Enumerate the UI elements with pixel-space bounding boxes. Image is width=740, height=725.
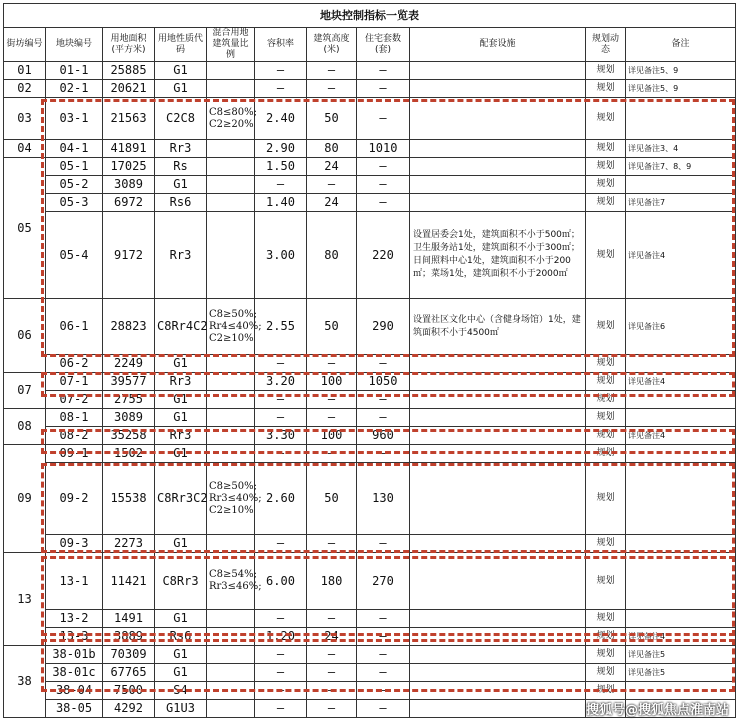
table-row xyxy=(4,391,736,409)
cell-facility xyxy=(410,463,586,535)
cell-far: 2.40 xyxy=(255,98,307,140)
cell-height: 50 xyxy=(307,299,357,355)
cell-height: — xyxy=(307,610,357,628)
cell-units: — xyxy=(357,158,410,176)
cell-mix xyxy=(207,140,255,158)
cell-facility xyxy=(410,682,586,700)
cell-code: Rr3 xyxy=(155,140,207,158)
cell-plot: 09-2 xyxy=(46,463,103,535)
cell-plot: 09-3 xyxy=(46,535,103,553)
control-index-table xyxy=(3,3,736,718)
cell-note xyxy=(626,391,736,409)
header-row xyxy=(4,28,736,62)
cell-height: 100 xyxy=(307,373,357,391)
cell-area: 3889 xyxy=(103,628,155,646)
cell-units: — xyxy=(357,355,410,373)
cell-block: 13 xyxy=(4,553,46,646)
cell-note: 详见备注3、4 xyxy=(626,140,736,158)
cell-note: 详见备注4 xyxy=(626,212,736,299)
cell-height: — xyxy=(307,391,357,409)
cell-units: — xyxy=(357,610,410,628)
cell-block: 02 xyxy=(4,80,46,98)
cell-height: 24 xyxy=(307,194,357,212)
cell-far: — xyxy=(255,535,307,553)
cell-code: G1 xyxy=(155,646,207,664)
cell-mix xyxy=(207,194,255,212)
table-row xyxy=(4,62,736,80)
cell-height: — xyxy=(307,409,357,427)
cell-code: Rs6 xyxy=(155,628,207,646)
cell-plot: 05-2 xyxy=(46,176,103,194)
cell-far: — xyxy=(255,355,307,373)
cell-mix xyxy=(207,373,255,391)
cell-code: C8Rr4C2 xyxy=(155,299,207,355)
cell-units: — xyxy=(357,194,410,212)
cell-facility: 设置居委会1处，建筑面积不小于500㎡；卫生服务站1处，建筑面积不小于300㎡；日间照料中心1处，建筑面积不小于200㎡；菜场1处，建筑面积不小于2000㎡ xyxy=(410,212,586,299)
cell-area: 15538 xyxy=(103,463,155,535)
cell-facility xyxy=(410,646,586,664)
table-row xyxy=(4,463,736,535)
cell-block: 09 xyxy=(4,445,46,553)
cell-block: 07 xyxy=(4,373,46,409)
cell-far: — xyxy=(255,445,307,463)
cell-units: — xyxy=(357,409,410,427)
cell-block: 08 xyxy=(4,409,46,445)
cell-height: 100 xyxy=(307,427,357,445)
cell-note: 详见备注7、8、9 xyxy=(626,158,736,176)
column-header: 住宅套数(套) xyxy=(357,28,410,62)
cell-facility xyxy=(410,355,586,373)
cell-plot: 13-2 xyxy=(46,610,103,628)
cell-mix xyxy=(207,62,255,80)
cell-mix xyxy=(207,628,255,646)
cell-plot: 09-1 xyxy=(46,445,103,463)
cell-height: 24 xyxy=(307,158,357,176)
table-row xyxy=(4,176,736,194)
cell-facility xyxy=(410,445,586,463)
cell-plot: 05-3 xyxy=(46,194,103,212)
cell-far: 1.20 xyxy=(255,628,307,646)
cell-code: Rs xyxy=(155,158,207,176)
table-row xyxy=(4,610,736,628)
cell-note: 详见备注4 xyxy=(626,628,736,646)
cell-note xyxy=(626,445,736,463)
cell-area: 17025 xyxy=(103,158,155,176)
cell-mix xyxy=(207,664,255,682)
cell-facility xyxy=(410,391,586,409)
cell-height: 80 xyxy=(307,140,357,158)
cell-status: 规划 xyxy=(586,463,626,535)
cell-mix xyxy=(207,427,255,445)
table-row xyxy=(4,682,736,700)
cell-units: — xyxy=(357,98,410,140)
table-row xyxy=(4,373,736,391)
column-header: 用地性质代码 xyxy=(155,28,207,62)
cell-status: 规划 xyxy=(586,409,626,427)
cell-plot: 07-2 xyxy=(46,391,103,409)
cell-code: G1 xyxy=(155,409,207,427)
column-header: 配套设施 xyxy=(410,28,586,62)
cell-code: C8Rr3 xyxy=(155,553,207,610)
cell-units: 960 xyxy=(357,427,410,445)
cell-plot: 05-1 xyxy=(46,158,103,176)
cell-facility xyxy=(410,98,586,140)
cell-facility xyxy=(410,62,586,80)
cell-status: 规划 xyxy=(586,391,626,409)
cell-area: 70309 xyxy=(103,646,155,664)
cell-plot: 06-1 xyxy=(46,299,103,355)
cell-plot: 13-1 xyxy=(46,553,103,610)
cell-block: 05 xyxy=(4,158,46,299)
cell-mix xyxy=(207,535,255,553)
cell-code: S4 xyxy=(155,682,207,700)
cell-area: 6972 xyxy=(103,194,155,212)
cell-plot: 02-1 xyxy=(46,80,103,98)
cell-code: Rr3 xyxy=(155,427,207,445)
cell-mix xyxy=(207,646,255,664)
cell-far: — xyxy=(255,62,307,80)
cell-far: 3.20 xyxy=(255,373,307,391)
cell-code: G1 xyxy=(155,176,207,194)
cell-facility: 设置社区文化中心（含健身场馆）1处，建筑面积不小于4500㎡ xyxy=(410,299,586,355)
cell-units: — xyxy=(357,62,410,80)
cell-far: — xyxy=(255,700,307,718)
cell-note: 详见备注5 xyxy=(626,646,736,664)
cell-status: 规划 xyxy=(586,373,626,391)
cell-status: 规划 xyxy=(586,62,626,80)
cell-height: 24 xyxy=(307,628,357,646)
cell-note xyxy=(626,176,736,194)
cell-note xyxy=(626,98,736,140)
cell-plot: 07-1 xyxy=(46,373,103,391)
cell-mix xyxy=(207,409,255,427)
cell-area: 67765 xyxy=(103,664,155,682)
cell-facility xyxy=(410,700,586,718)
cell-height: — xyxy=(307,664,357,682)
cell-height: — xyxy=(307,682,357,700)
control-index-table-wrapper xyxy=(3,3,735,722)
cell-area: 2249 xyxy=(103,355,155,373)
cell-plot: 08-2 xyxy=(46,427,103,445)
cell-mix: C8≥54%; Rr3≤46%; xyxy=(207,553,255,610)
cell-area: 1502 xyxy=(103,445,155,463)
cell-plot: 06-2 xyxy=(46,355,103,373)
cell-area: 2273 xyxy=(103,535,155,553)
cell-mix xyxy=(207,176,255,194)
cell-area: 3089 xyxy=(103,409,155,427)
cell-height: — xyxy=(307,535,357,553)
table-row xyxy=(4,628,736,646)
table-body xyxy=(4,62,736,718)
cell-units: — xyxy=(357,391,410,409)
cell-code: C8Rr3C2 xyxy=(155,463,207,535)
cell-block: 06 xyxy=(4,299,46,373)
cell-facility xyxy=(410,373,586,391)
cell-units: — xyxy=(357,682,410,700)
cell-block: 03 xyxy=(4,98,46,140)
cell-note: 详见备注7 xyxy=(626,194,736,212)
cell-plot: 04-1 xyxy=(46,140,103,158)
cell-note xyxy=(626,610,736,628)
cell-height: 50 xyxy=(307,463,357,535)
cell-mix: C8≥50%; Rr3≤40%; C2≥10% xyxy=(207,463,255,535)
cell-area: 21563 xyxy=(103,98,155,140)
cell-far: 2.60 xyxy=(255,463,307,535)
cell-far: — xyxy=(255,391,307,409)
table-row xyxy=(4,409,736,427)
cell-units: 1010 xyxy=(357,140,410,158)
cell-block: 01 xyxy=(4,62,46,80)
column-header: 混合用地建筑量比例 xyxy=(207,28,255,62)
cell-note xyxy=(626,553,736,610)
cell-plot: 38-01c xyxy=(46,664,103,682)
cell-code: G1 xyxy=(155,355,207,373)
cell-height: — xyxy=(307,176,357,194)
cell-block: 38 xyxy=(4,646,46,718)
cell-note xyxy=(626,682,736,700)
cell-status: 规划 xyxy=(586,610,626,628)
cell-code: Rr3 xyxy=(155,373,207,391)
cell-area: 1491 xyxy=(103,610,155,628)
table-row xyxy=(4,553,736,610)
cell-block: 04 xyxy=(4,140,46,158)
cell-note xyxy=(626,409,736,427)
cell-status: 规划 xyxy=(586,299,626,355)
column-header: 用地面积(平方米) xyxy=(103,28,155,62)
cell-far: 1.50 xyxy=(255,158,307,176)
cell-units: 270 xyxy=(357,553,410,610)
cell-units: 1050 xyxy=(357,373,410,391)
table-row xyxy=(4,646,736,664)
cell-status: 规划 xyxy=(586,140,626,158)
cell-facility xyxy=(410,628,586,646)
cell-status: 规划 xyxy=(586,427,626,445)
cell-code: G1 xyxy=(155,80,207,98)
cell-facility xyxy=(410,80,586,98)
cell-status: 规划 xyxy=(586,682,626,700)
cell-far: — xyxy=(255,664,307,682)
cell-status: 规划 xyxy=(586,445,626,463)
cell-units: 290 xyxy=(357,299,410,355)
table-row xyxy=(4,535,736,553)
column-header: 街坊编号 xyxy=(4,28,46,62)
cell-height: — xyxy=(307,80,357,98)
table-row xyxy=(4,80,736,98)
cell-note xyxy=(626,355,736,373)
cell-units: 220 xyxy=(357,212,410,299)
cell-code: G1 xyxy=(155,391,207,409)
cell-area: 4292 xyxy=(103,700,155,718)
table-row xyxy=(4,194,736,212)
cell-plot: 38-01b xyxy=(46,646,103,664)
cell-far: — xyxy=(255,682,307,700)
cell-mix xyxy=(207,391,255,409)
cell-note: 详见备注5、9 xyxy=(626,80,736,98)
cell-far: — xyxy=(255,610,307,628)
cell-status: 规划 xyxy=(586,628,626,646)
cell-facility xyxy=(410,427,586,445)
cell-height: — xyxy=(307,445,357,463)
cell-mix xyxy=(207,610,255,628)
table-row xyxy=(4,664,736,682)
cell-mix xyxy=(207,355,255,373)
cell-status: 规划 xyxy=(586,176,626,194)
cell-facility xyxy=(410,610,586,628)
cell-units: — xyxy=(357,646,410,664)
column-header: 容积率 xyxy=(255,28,307,62)
cell-plot: 08-1 xyxy=(46,409,103,427)
cell-code: G1 xyxy=(155,62,207,80)
cell-units: — xyxy=(357,700,410,718)
cell-far: 3.00 xyxy=(255,212,307,299)
cell-facility xyxy=(410,140,586,158)
cell-plot: 38-04 xyxy=(46,682,103,700)
cell-height: — xyxy=(307,355,357,373)
table-row xyxy=(4,355,736,373)
cell-units: — xyxy=(357,80,410,98)
column-header: 地块编号 xyxy=(46,28,103,62)
cell-code: G1 xyxy=(155,610,207,628)
cell-height: 180 xyxy=(307,553,357,610)
cell-note xyxy=(626,463,736,535)
cell-units: 130 xyxy=(357,463,410,535)
cell-units: — xyxy=(357,445,410,463)
cell-mix xyxy=(207,212,255,299)
cell-units: — xyxy=(357,628,410,646)
cell-status: 规划 xyxy=(586,535,626,553)
cell-far: — xyxy=(255,176,307,194)
table-row xyxy=(4,98,736,140)
cell-area: 28823 xyxy=(103,299,155,355)
cell-facility xyxy=(410,194,586,212)
cell-units: — xyxy=(357,664,410,682)
cell-far: 2.90 xyxy=(255,140,307,158)
cell-area: 25885 xyxy=(103,62,155,80)
cell-status: 规划 xyxy=(586,80,626,98)
cell-facility xyxy=(410,176,586,194)
cell-note: 详见备注5 xyxy=(626,664,736,682)
cell-area: 41891 xyxy=(103,140,155,158)
cell-code: Rs6 xyxy=(155,194,207,212)
table-row xyxy=(4,445,736,463)
cell-status: 规划 xyxy=(586,355,626,373)
cell-far: — xyxy=(255,646,307,664)
cell-plot: 01-1 xyxy=(46,62,103,80)
cell-note xyxy=(626,535,736,553)
table-row xyxy=(4,427,736,445)
cell-far: 3.30 xyxy=(255,427,307,445)
cell-facility xyxy=(410,158,586,176)
cell-note: 详见备注6 xyxy=(626,299,736,355)
cell-plot: 05-4 xyxy=(46,212,103,299)
cell-area: 2755 xyxy=(103,391,155,409)
table-row xyxy=(4,158,736,176)
cell-status: 规划 xyxy=(586,646,626,664)
cell-units: — xyxy=(357,176,410,194)
cell-mix: C8≤80%; C2≥20% xyxy=(207,98,255,140)
cell-code: G1 xyxy=(155,535,207,553)
cell-height: — xyxy=(307,646,357,664)
cell-facility xyxy=(410,409,586,427)
cell-code: C2C8 xyxy=(155,98,207,140)
cell-area: 7500 xyxy=(103,682,155,700)
cell-mix xyxy=(207,445,255,463)
cell-far: 1.40 xyxy=(255,194,307,212)
cell-area: 35258 xyxy=(103,427,155,445)
cell-units: — xyxy=(357,535,410,553)
cell-plot: 13-3 xyxy=(46,628,103,646)
cell-plot: 38-05 xyxy=(46,700,103,718)
watermark: 搜狐号@搜狐焦点淮南站 xyxy=(585,703,729,718)
cell-height: 80 xyxy=(307,212,357,299)
cell-mix xyxy=(207,158,255,176)
cell-status: 规划 xyxy=(586,158,626,176)
cell-note: 详见备注4 xyxy=(626,427,736,445)
cell-code: G1 xyxy=(155,445,207,463)
cell-far: — xyxy=(255,409,307,427)
cell-code: G1 xyxy=(155,664,207,682)
column-header: 规划动态 xyxy=(586,28,626,62)
cell-facility xyxy=(410,664,586,682)
cell-area: 11421 xyxy=(103,553,155,610)
cell-mix xyxy=(207,682,255,700)
table-row xyxy=(4,212,736,299)
cell-code: Rr3 xyxy=(155,212,207,299)
cell-status: 规划 xyxy=(586,98,626,140)
cell-facility xyxy=(410,553,586,610)
cell-code: G1U3 xyxy=(155,700,207,718)
cell-area: 39577 xyxy=(103,373,155,391)
column-header: 建筑高度(米) xyxy=(307,28,357,62)
cell-far: — xyxy=(255,80,307,98)
cell-status: 规划 xyxy=(586,664,626,682)
cell-area: 20621 xyxy=(103,80,155,98)
cell-area: 3089 xyxy=(103,176,155,194)
cell-plot: 03-1 xyxy=(46,98,103,140)
cell-note: 详见备注5、9 xyxy=(626,62,736,80)
cell-mix xyxy=(207,80,255,98)
cell-facility xyxy=(410,535,586,553)
cell-mix: C8≥50%; Rr4≤40%; C2≥10% xyxy=(207,299,255,355)
cell-height: — xyxy=(307,700,357,718)
cell-height: — xyxy=(307,62,357,80)
cell-status: 规划 xyxy=(586,194,626,212)
table-title: 地块控制指标一览表 xyxy=(4,4,736,28)
cell-mix xyxy=(207,700,255,718)
column-header: 备注 xyxy=(626,28,736,62)
cell-status: 规划 xyxy=(586,212,626,299)
cell-area: 9172 xyxy=(103,212,155,299)
cell-status: 规划 xyxy=(586,553,626,610)
table-row xyxy=(4,140,736,158)
cell-note: 详见备注4 xyxy=(626,373,736,391)
cell-far: 6.00 xyxy=(255,553,307,610)
cell-far: 2.55 xyxy=(255,299,307,355)
cell-height: 50 xyxy=(307,98,357,140)
table-row xyxy=(4,299,736,355)
